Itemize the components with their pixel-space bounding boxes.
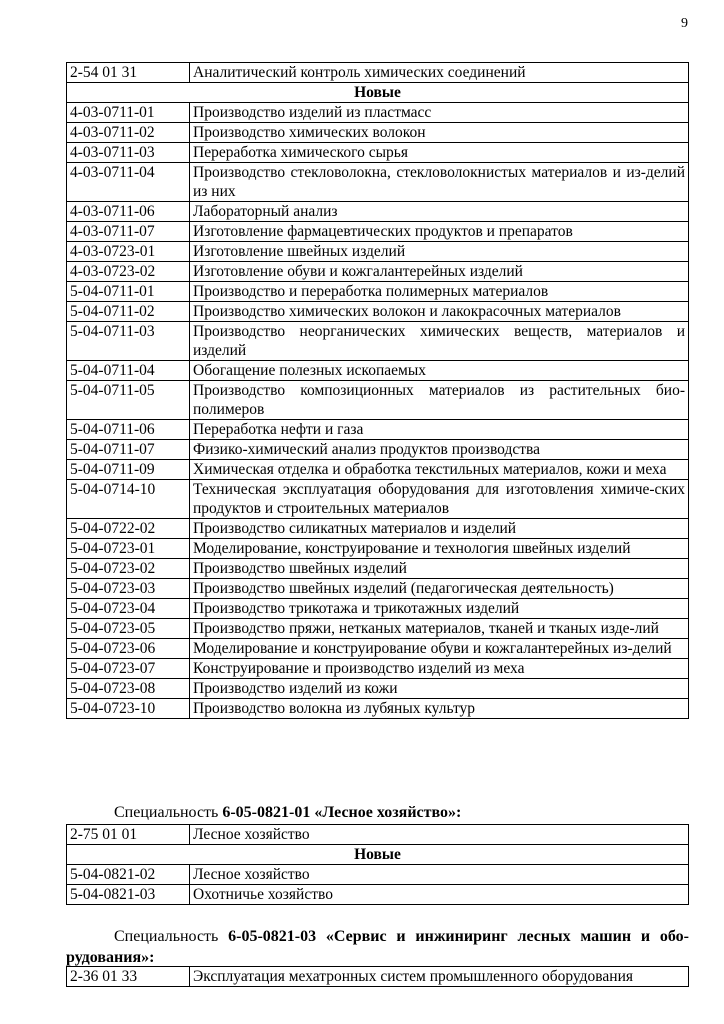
row-code: 4-03-0711-02 [67, 123, 190, 143]
row-code: 5-04-0711-07 [67, 440, 190, 460]
page-number: 9 [681, 16, 688, 31]
table-row [67, 322, 689, 361]
table-row [67, 579, 689, 599]
row-name: Производство химических волокон [190, 123, 689, 143]
row-code: 5-04-0722-02 [67, 519, 190, 539]
table-row [67, 262, 689, 282]
table-row [67, 865, 689, 885]
row-name: Лабораторный анализ [190, 202, 689, 222]
table-row [67, 282, 689, 302]
table-row [67, 519, 689, 539]
row-code: 4-03-0711-06 [67, 202, 190, 222]
row-code: 5-04-0723-04 [67, 599, 190, 619]
row-name: Производство силикатных материалов и изделий [190, 519, 689, 539]
specialty-name: 6-05-0821-03 «Сервис и инжиниринг лесных машин и обо-рудования»: [66, 928, 689, 966]
row-code: 5-04-0821-02 [67, 865, 190, 885]
row-name: Производство изделий из пластмасс [190, 103, 689, 123]
specialty-table-forestry [66, 824, 689, 905]
row-name: Охотничье хозяйство [190, 885, 689, 905]
specialty-title-forest-machines [66, 926, 689, 968]
row-name: Производство волокна из лубяных культур [190, 699, 689, 719]
table-row [67, 103, 689, 123]
specialty-table-chemistry [66, 62, 689, 719]
table-row [67, 420, 689, 440]
row-name: Физико-химический анализ продуктов производства [190, 440, 689, 460]
row-name: Моделирование, конструирование и технология швейных изделий [190, 539, 689, 559]
table-row [67, 699, 689, 719]
table-row [67, 163, 689, 202]
table-row [67, 659, 689, 679]
specialty-table-forest-machines [66, 966, 689, 987]
row-code: 4-03-0711-07 [67, 222, 190, 242]
row-name: Химическая отделка и обработка текстильных материалов, кожи и меха [190, 460, 689, 480]
table-row [67, 599, 689, 619]
table-section-heading [67, 845, 689, 865]
row-code: 5-04-0711-04 [67, 361, 190, 381]
specialty-title-forestry [66, 802, 689, 823]
section-heading-new: Новые [67, 845, 689, 865]
row-code: 5-04-0711-06 [67, 420, 190, 440]
row-code: 4-03-0711-01 [67, 103, 190, 123]
row-name: Обогащение полезных ископаемых [190, 361, 689, 381]
table-row [67, 460, 689, 480]
row-code: 5-04-0723-05 [67, 619, 190, 639]
row-name: Переработка нефти и газа [190, 420, 689, 440]
table-row [67, 639, 689, 659]
row-code: 4-03-0711-03 [67, 143, 190, 163]
row-name: Переработка химического сырья [190, 143, 689, 163]
table-row [67, 63, 689, 83]
table-row [67, 967, 689, 987]
row-name: Изготовление обуви и кожгалантерейных изделий [190, 262, 689, 282]
row-name: Конструирование и производство изделий из меха [190, 659, 689, 679]
row-code: 5-04-0723-01 [67, 539, 190, 559]
row-name: Производство изделий из кожи [190, 679, 689, 699]
row-code: 5-04-0711-03 [67, 322, 190, 361]
row-code: 5-04-0714-10 [67, 480, 190, 519]
row-name: Производство композиционных материалов из растительных био-полимеров [190, 381, 689, 420]
row-code: 5-04-0711-09 [67, 460, 190, 480]
row-name: Изготовление фармацевтических продуктов и препаратов [190, 222, 689, 242]
row-name: Производство пряжи, нетканых материалов, тканей и тканых изде-лий [190, 619, 689, 639]
row-code: 5-04-0723-08 [67, 679, 190, 699]
specialty-prefix: Специальность [114, 804, 223, 821]
row-name: Производство стекловолокна, стекловолокнистых материалов и из-делий из них [190, 163, 689, 202]
table-row [67, 885, 689, 905]
row-name: Производство трикотажа и трикотажных изделий [190, 599, 689, 619]
row-code: 5-04-0723-10 [67, 699, 190, 719]
table-row [67, 361, 689, 381]
table-row [67, 302, 689, 322]
row-code: 2-36 01 33 [67, 967, 190, 987]
row-name: Лесное хозяйство [190, 825, 689, 845]
row-name: Производство химических волокон и лакокрасочных материалов [190, 302, 689, 322]
row-code: 5-04-0821-03 [67, 885, 190, 905]
table-row [67, 539, 689, 559]
row-code: 5-04-0723-02 [67, 559, 190, 579]
table-row [67, 679, 689, 699]
row-code: 2-75 01 01 [67, 825, 190, 845]
row-name: Моделирование и конструирование обуви и кожгалантерейных из-делий [190, 639, 689, 659]
row-code: 4-03-0723-02 [67, 262, 190, 282]
table-row [67, 202, 689, 222]
row-name: Производство неорганических химических веществ, материалов и изделий [190, 322, 689, 361]
table-section-heading [67, 83, 689, 103]
row-code: 4-03-0723-01 [67, 242, 190, 262]
row-name: Техническая эксплуатация оборудования для изготовления химиче-ских продуктов и строительных материалов [190, 480, 689, 519]
row-code: 5-04-0711-01 [67, 282, 190, 302]
row-name: Производство швейных изделий [190, 559, 689, 579]
row-code: 5-04-0711-05 [67, 381, 190, 420]
row-name: Аналитический контроль химических соединений [190, 63, 689, 83]
row-name: Производство и переработка полимерных материалов [190, 282, 689, 302]
table-row [67, 480, 689, 519]
table-row [67, 825, 689, 845]
specialty-prefix: Специальность [114, 928, 229, 945]
row-code: 5-04-0723-06 [67, 639, 190, 659]
row-name: Лесное хозяйство [190, 865, 689, 885]
specialty-name: 6-05-0821-01 «Лесное хозяйство»: [222, 804, 462, 821]
table-row [67, 619, 689, 639]
row-name: Производство швейных изделий (педагогическая деятельность) [190, 579, 689, 599]
row-code: 4-03-0711-04 [67, 163, 190, 202]
row-name: Изготовление швейных изделий [190, 242, 689, 262]
row-code: 5-04-0711-02 [67, 302, 190, 322]
table-row [67, 440, 689, 460]
table-row [67, 222, 689, 242]
table-row [67, 559, 689, 579]
table-row [67, 123, 689, 143]
table-row [67, 242, 689, 262]
section-heading-new: Новые [67, 83, 689, 103]
table-row [67, 143, 689, 163]
row-code: 5-04-0723-03 [67, 579, 190, 599]
row-code: 2-54 01 31 [67, 63, 190, 83]
row-code: 5-04-0723-07 [67, 659, 190, 679]
row-name: Эксплуатация мехатронных систем промышленного оборудования [190, 967, 689, 987]
table-row [67, 381, 689, 420]
